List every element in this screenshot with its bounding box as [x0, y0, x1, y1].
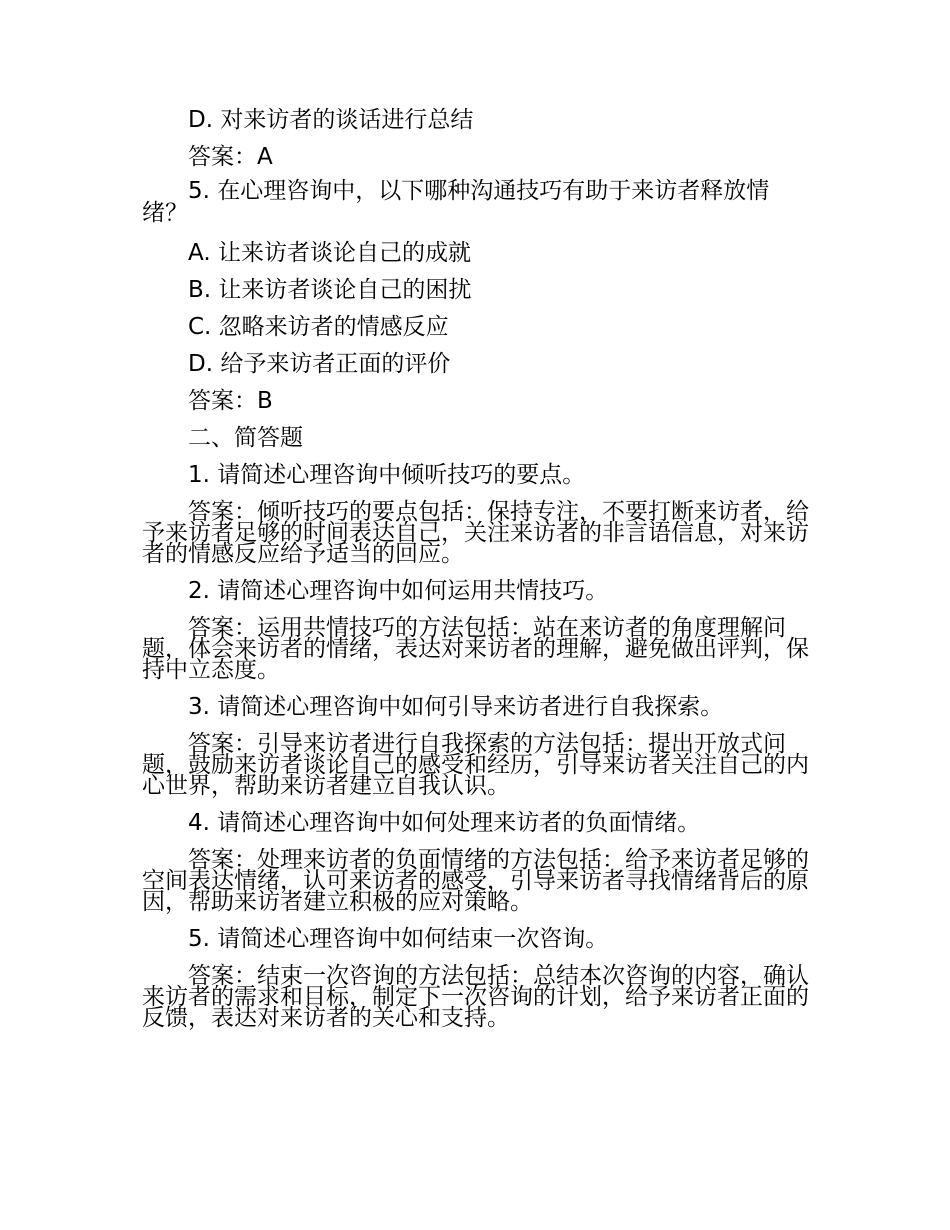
section-heading: 二、简答题: [188, 425, 303, 451]
option-c-q5: C. 忽略来访者的情感反应: [188, 314, 449, 340]
short-question-5: 5. 请简述心理咨询中如何结束一次咨询。: [188, 926, 609, 952]
short-answer-5: 答案：结束一次咨询的方法包括：总结本次咨询的内容，确认来访者的需求和目标，制定下一次咨询的计划，给予来访者正面的反馈，表达对来访者的关心和支持。: [142, 963, 809, 1031]
short-question-2: 2. 请简述心理咨询中如何运用共情技巧。: [188, 578, 609, 604]
short-question-1: 1. 请简述心理咨询中倾听技巧的要点。: [188, 462, 586, 488]
short-question-4: 4. 请简述心理咨询中如何处理来访者的负面情绪。: [188, 810, 701, 836]
option-d-q4: D. 对来访者的谈话进行总结: [188, 107, 474, 133]
document-page: [142, 102, 812, 1037]
short-answer-2: 答案：运用共情技巧的方法包括：站在来访者的角度理解问题，体会来访者的情绪，表达对来访者的理解，避免做出评判，保持中立态度。: [142, 615, 809, 683]
answer-q4: 答案：A: [188, 144, 273, 170]
option-a-q5: A. 让来访者谈论自己的成就: [188, 240, 471, 266]
option-b-q5: B. 让来访者谈论自己的困扰: [188, 277, 472, 303]
short-answer-4: 答案：处理来访者的负面情绪的方法包括：给予来访者足够的空间表达情绪，认可来访者的感受，引导来访者寻找情绪背后的原因，帮助来访者建立积极的应对策略。: [142, 847, 809, 915]
short-answer-3: 答案：引导来访者进行自我探索的方法包括：提出开放式问题，鼓励来访者谈论自己的感受和经历，引导来访者关注自己的内心世界，帮助来访者建立自我认识。: [142, 731, 809, 799]
short-question-3: 3. 请简述心理咨询中如何引导来访者进行自我探索。: [188, 694, 724, 720]
question-5: 5. 在心理咨询中，以下哪种沟通技巧有助于来访者释放情绪？: [142, 178, 770, 226]
answer-q5: 答案：B: [188, 388, 273, 414]
short-answer-1: 答案：倾听技巧的要点包括：保持专注，不要打断来访者，给予来访者足够的时间表达自己，关注来访者的非言语信息，对来访者的情感反应给予适当的回应。: [142, 499, 809, 567]
option-d-q5: D. 给予来访者正面的评价: [188, 351, 451, 377]
